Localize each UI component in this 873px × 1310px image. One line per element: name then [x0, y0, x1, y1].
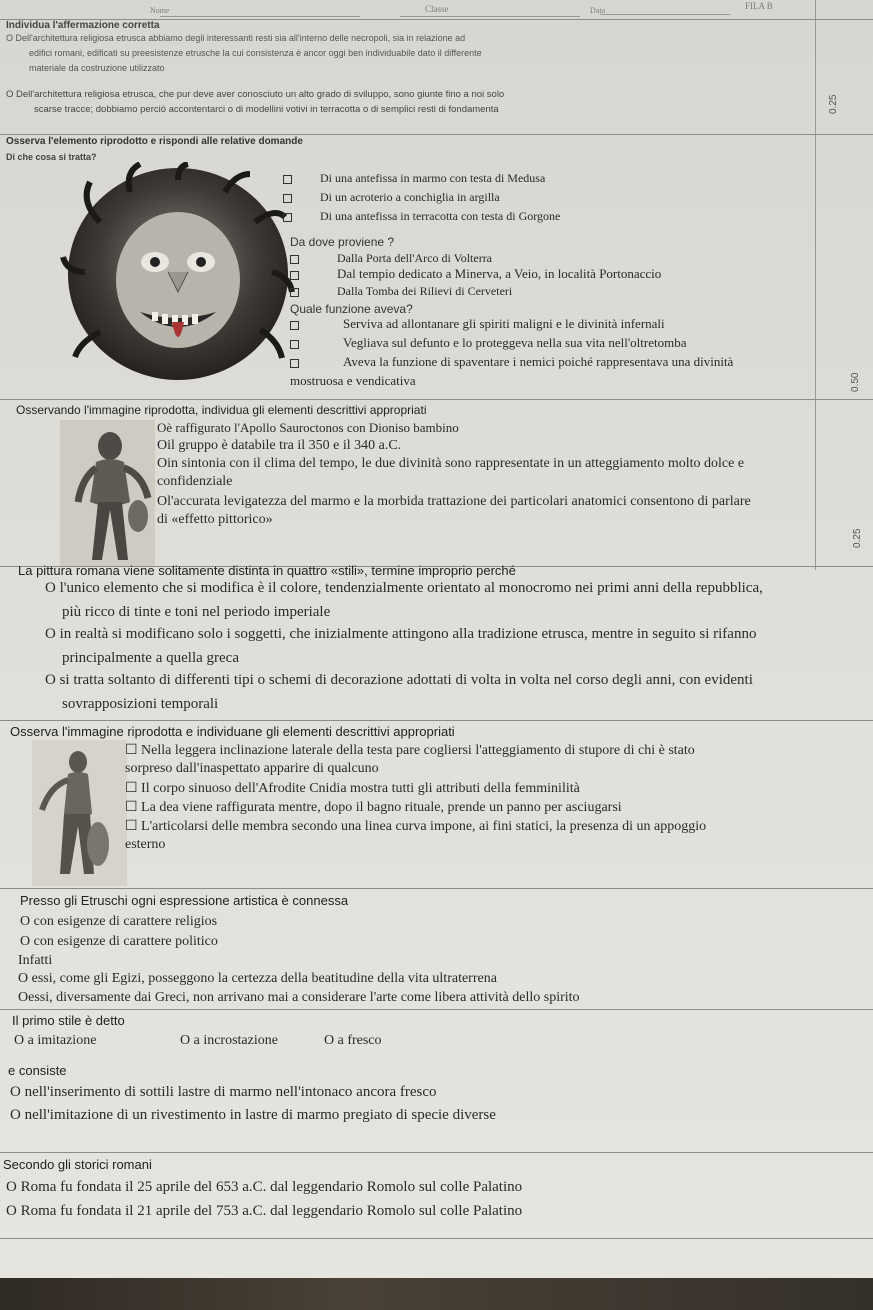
q2-a3[interactable]: Di una antefissa in terracotta con testa di Gorgone: [283, 209, 560, 224]
q8-title: Secondo gli storici romani: [3, 1157, 152, 1172]
class-label: Classe: [425, 4, 449, 14]
checkbox[interactable]: [290, 255, 299, 264]
q1-option-1-line3: materiale da costruzione utilizzato: [29, 63, 165, 73]
q7-option-5[interactable]: O nell'imitazione di un rivestimento in lastre di marmo pregiato di specie diverse: [10, 1107, 496, 1123]
q3-option-2[interactable]: Oil gruppo è databile tra il 350 e il 340 a.C.: [157, 438, 402, 453]
version-label: FILA B: [745, 1, 773, 11]
q2-c3[interactable]: Aveva la funzione di spaventare i nemici poiché rappresentava una divinità: [290, 354, 733, 370]
q4-option-2[interactable]: O in realtà si modificano solo i soggetti, che inizialmente attingono alla tradizione etrusca, mentre in seguito si rifanno principalmente a quella greca: [45, 626, 757, 666]
q2-b1[interactable]: Dalla Porta dell'Arco di Volterra: [290, 251, 492, 266]
q8-option-1[interactable]: O Roma fu fondata il 25 aprile del 653 a.C. dal leggendario Romolo sul colle Palatino: [6, 1179, 523, 1195]
q4-option-1[interactable]: O l'unico elemento che si modifica è il colore, tendenzialmente orientato al monocromo nei primi anni della repubblica, più ricco di tinte e toni nel periodo imperiale: [45, 580, 763, 620]
apollo-statue-image: [60, 420, 155, 566]
checkbox[interactable]: [290, 359, 299, 368]
q1-option-2[interactable]: [6, 89, 504, 115]
q3-option-3[interactable]: Oin sintonia con il clima del tempo, le due divinità sono rappresentate in un atteggiamento molto dolce e confidenziale: [157, 456, 745, 489]
date-label: Data: [590, 6, 606, 15]
q3-option-1[interactable]: Oè raffigurato l'Apollo Sauroctonos con Dioniso bambino: [157, 420, 459, 435]
q6-option-1[interactable]: O con esigenze di carattere religios: [20, 914, 218, 929]
q2-b2[interactable]: Dal tempio dedicato a Minerva, a Veio, in località Portonaccio: [290, 266, 661, 282]
divider: [0, 399, 873, 400]
q7-sub: e consiste: [8, 1063, 67, 1078]
divider: [0, 888, 873, 889]
checkbox[interactable]: [290, 340, 299, 349]
q1-option-1-line1: O Dell'architettura religiosa etrusca abbiamo degli interessanti resti sia all'interno delle necropoli, sia in relazione ad: [6, 33, 466, 43]
q2-c1[interactable]: Serviva ad allontanare gli spiriti maligni e le divinità infernali: [290, 316, 665, 332]
q1-option-1-line2: edifici romani, edificati su preesistenze etrusche la cui consistenza è ancor oggi ben individuabile dato il differente: [29, 48, 482, 58]
q2-c3-line2: mostruosa e vendicativa: [290, 373, 416, 388]
aphrodite-statue-image: [32, 740, 127, 886]
q7-option-4[interactable]: O nell'inserimento di sottili lastre di marmo nell'intonaco ancora fresco: [10, 1084, 437, 1100]
q5-option-1[interactable]: ☐ Nella leggera inclinazione laterale della testa pare cogliersi l'atteggiamento di stupore di chi è stato sorpreso dall'inaspettato apparire di qualcuno: [125, 743, 695, 776]
checkbox[interactable]: [290, 321, 299, 330]
q7-title: Il primo stile è detto: [12, 1013, 125, 1028]
q2-c2[interactable]: Vegliava sul defunto e lo proteggeva nella sua vita nell'oltretomba: [290, 335, 686, 351]
divider: [0, 1009, 873, 1010]
q7-option-2[interactable]: O a incrostazione: [180, 1033, 278, 1048]
q1-option-1[interactable]: [6, 33, 482, 73]
q4-option-3[interactable]: O si tratta soltanto di differenti tipi o schemi di decorazione adottati di volta in volta nel corso degli anni, con evidenti sovrapposizioni temporali: [45, 672, 753, 712]
q6-option-4[interactable]: Oessi, diversamente dai Greci, non arrivano mai a considerare l'arte come libera attività dello spirito: [18, 990, 580, 1005]
q5-option-4[interactable]: ☐ L'articolarsi delle membra secondo una linea curva impone, ai fini statici, la presenza di un appoggio esterno: [125, 819, 707, 852]
name-line: [160, 16, 360, 17]
q8-option-2[interactable]: O Roma fu fondata il 21 aprile del 753 a.C. dal leggendario Romolo sul colle Palatino: [6, 1203, 523, 1219]
q1-title: Individua l'affermazione corretta: [6, 20, 160, 31]
score-column-border: [815, 0, 816, 570]
q4-title: La pittura romana viene solitamente distinta in quattro «stili», termine improprio perché: [18, 563, 516, 578]
divider: [0, 1238, 873, 1239]
q3-option-4[interactable]: Ol'accurata levigatezza del marmo e la morbida trattazione dei particolari anatomici consentono di parlare di «effetto pittorico»: [157, 494, 751, 527]
checkbox[interactable]: [290, 271, 299, 280]
divider: [0, 1152, 873, 1153]
q3-score: 0.25: [852, 528, 863, 548]
q5-option-2[interactable]: ☐ Il corpo sinuoso dell'Afrodite Cnidia mostra tutti gli attributi della femminilità: [125, 781, 580, 796]
date-line: [600, 14, 730, 15]
q2-a2[interactable]: Di un acroterio a conchiglia in argilla: [283, 190, 500, 205]
q2-a1[interactable]: Di una antefissa in marmo con testa di Medusa: [283, 171, 545, 186]
q2-sub1: Di che cosa si tratta?: [6, 152, 97, 162]
q6-title: Presso gli Etruschi ogni espressione artistica è connessa: [20, 893, 349, 908]
q6-infatti: Infatti: [18, 953, 53, 968]
q2-score: 0.50: [850, 372, 861, 392]
q1-option-2-line1: O Dell'architettura religiosa etrusca, che pur deve aver conosciuto un alto grado di sviluppo, sono giunte fino a noi solo: [6, 89, 505, 100]
q2-title: Osserva l'elemento riprodotto e rispondi alle relative domande: [6, 136, 303, 147]
table-surface: [0, 1278, 873, 1310]
medusa-antefix-image: [60, 162, 295, 392]
q7-option-1[interactable]: O a imitazione: [14, 1033, 97, 1048]
name-label: Nome: [150, 6, 170, 15]
q5-option-3[interactable]: ☐ La dea viene raffigurata mentre, dopo il bagno rituale, prende un panno per asciugarsi: [125, 800, 622, 815]
q6-option-2[interactable]: O con esigenze di carattere politico: [20, 934, 218, 949]
q3-title: Osservando l'immagine riprodotta, individua gli elementi descrittivi appropriati: [16, 403, 427, 417]
checkbox[interactable]: [283, 213, 292, 222]
q2-b3[interactable]: Dalla Tomba dei Rilievi di Cerveteri: [290, 284, 512, 299]
checkbox[interactable]: [283, 175, 292, 184]
checkbox[interactable]: [290, 288, 299, 297]
q5-title: Osserva l'immagine riprodotta e individuane gli elementi descrittivi appropriati: [10, 724, 455, 739]
divider: [0, 720, 873, 721]
q6-option-3[interactable]: O essi, come gli Egizi, posseggono la certezza della beatitudine della vita ultraterrena: [18, 971, 497, 986]
checkbox[interactable]: [283, 194, 292, 203]
divider: [0, 134, 873, 135]
q2-sub3: Quale funzione aveva?: [290, 302, 413, 316]
q1-option-2-line2: scarse tracce; dobbiamo perciò accontentarci o di modellini votivi in terracotta o di semplici resti di fondamenta: [34, 104, 499, 115]
class-line: [400, 16, 580, 17]
q2-sub2: Da dove proviene ?: [290, 235, 395, 249]
q1-score: 0.25: [828, 94, 839, 114]
q7-option-3[interactable]: O a fresco: [324, 1033, 382, 1048]
